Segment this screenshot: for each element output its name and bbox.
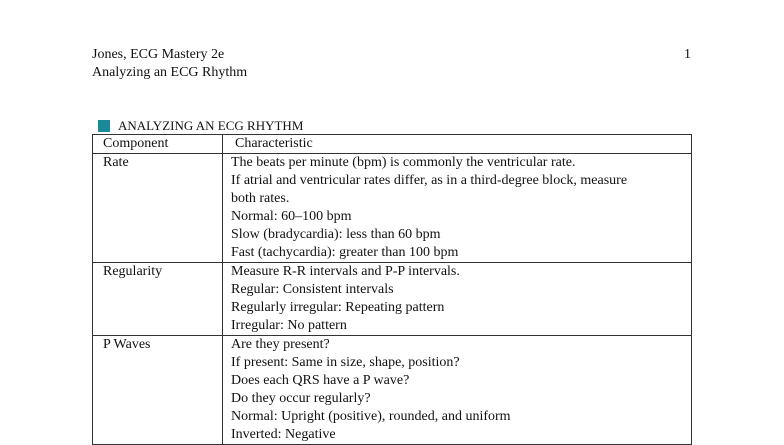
characteristic-cell — [223, 263, 692, 336]
characteristic-cell — [223, 336, 692, 445]
characteristic-line: Irregular: No pattern — [231, 318, 347, 333]
characteristic-line: If atrial and ventricular rates differ, as in a third-degree block, measure — [231, 173, 628, 188]
characteristic-line: Regularly irregular: Repeating pattern — [231, 300, 445, 315]
characteristic-line: Do they occur regularly? — [231, 391, 371, 406]
component-cell: Regularity — [93, 263, 223, 336]
column-header-characteristic: Characteristic — [223, 135, 692, 154]
characteristic-line: Inverted: Negative — [231, 427, 336, 442]
component-cell: P Waves — [93, 336, 223, 445]
table-row — [93, 154, 692, 263]
characteristic-cell — [223, 154, 692, 263]
header-book-title: Jones, ECG Mastery 2e — [92, 47, 225, 62]
characteristic-line: The beats per minute (bpm) is commonly the ventricular rate. — [231, 155, 576, 170]
characteristic-line: Are they present? — [231, 337, 330, 352]
table-row — [93, 336, 692, 445]
characteristic-line: Fast (tachycardia): greater than 100 bpm — [231, 245, 459, 260]
page-number: 1 — [684, 47, 691, 62]
table-title — [98, 117, 303, 134]
component-cell: Rate — [93, 154, 223, 263]
characteristic-line: Measure R-R intervals and P-P intervals. — [231, 264, 460, 279]
characteristic-line: Normal: Upright (positive), rounded, and uniform — [231, 409, 511, 424]
ecg-rhythm-table — [92, 134, 692, 445]
title-square-icon — [98, 120, 110, 132]
characteristic-line: Does each QRS have a P wave? — [231, 373, 410, 388]
table-row — [93, 263, 692, 336]
header-chapter-title: Analyzing an ECG Rhythm — [92, 65, 248, 80]
characteristic-line: If present: Same in size, shape, position? — [231, 355, 460, 370]
characteristic-line: Normal: 60–100 bpm — [231, 209, 352, 224]
table-header-row — [93, 135, 692, 154]
column-header-component: Component — [93, 135, 223, 154]
table-title-text: ANALYZING AN ECG RHYTHM — [118, 118, 304, 133]
running-header — [92, 46, 247, 82]
characteristic-line: both rates. — [231, 191, 290, 206]
characteristic-line: Slow (bradycardia): less than 60 bpm — [231, 227, 441, 242]
characteristic-line: Regular: Consistent intervals — [231, 282, 394, 297]
